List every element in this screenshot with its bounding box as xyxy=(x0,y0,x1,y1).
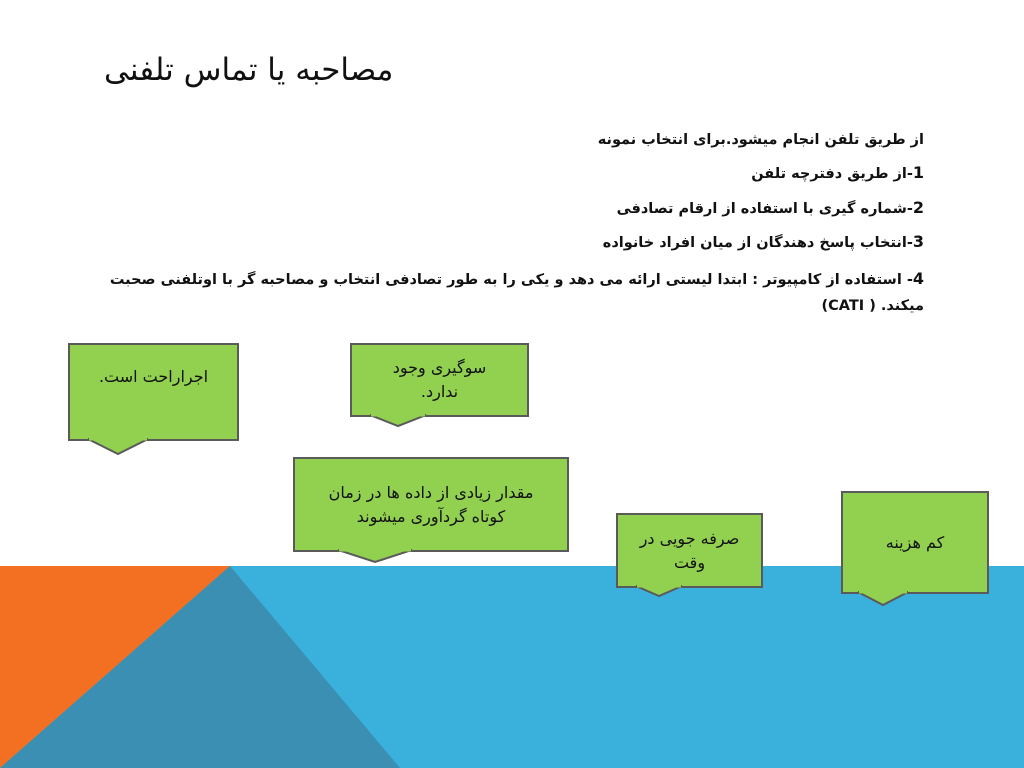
callout-pointer xyxy=(636,585,682,599)
callout-pointer xyxy=(88,438,148,456)
item-number: 1 xyxy=(912,163,924,183)
slide-title: مصاحبه یا تماس تلفنی xyxy=(104,52,394,88)
item-number: 3 xyxy=(912,232,924,252)
callout-no-bias xyxy=(350,343,529,417)
item-text: -از طریق دفترچه تلفن xyxy=(751,166,913,183)
item-text: -شماره گیری با استفاده از ارقام تصادفی xyxy=(616,200,913,217)
intro-line: از طریق تلفن انجام میشود.برای انتخاب نمونه xyxy=(597,132,924,148)
callout-large-data xyxy=(293,457,569,552)
callout-pointer xyxy=(370,414,426,428)
body-text xyxy=(99,130,924,331)
callout-text: مقدار زیادی از داده ها در زمان کوتاه گردآوری میشوند xyxy=(328,482,534,526)
list-item-3 xyxy=(99,231,924,253)
callout-text: اجراراحت است. xyxy=(98,367,209,386)
item-text: - استفاده از کامپیوتر : ابتدا لیستی ارائه می دهد و یکی را به طور تصادفی انتخاب و مصاحبه گر با اوتلفنی صحبت میکند. ( CATI) xyxy=(109,272,924,314)
item-number: 2 xyxy=(912,197,924,217)
list-item-4 xyxy=(99,265,924,319)
callout-text: صرفه جویی در وقت xyxy=(639,528,740,572)
list-item-2 xyxy=(99,197,924,219)
callout-text: کم هزینه xyxy=(885,532,945,552)
callout-pointer xyxy=(338,549,412,565)
list-item-1 xyxy=(99,162,924,184)
callout-pointer xyxy=(858,591,908,607)
item-number: 4 xyxy=(912,269,924,289)
callout-low-cost xyxy=(841,491,989,594)
item-text: -انتخاب پاسخ دهندگان از میان افراد خانواده xyxy=(602,235,913,252)
callout-time-saving xyxy=(616,513,763,588)
callout-text: سوگیری وجود ندارد. xyxy=(392,358,487,401)
callout-easy-execution xyxy=(68,343,239,441)
